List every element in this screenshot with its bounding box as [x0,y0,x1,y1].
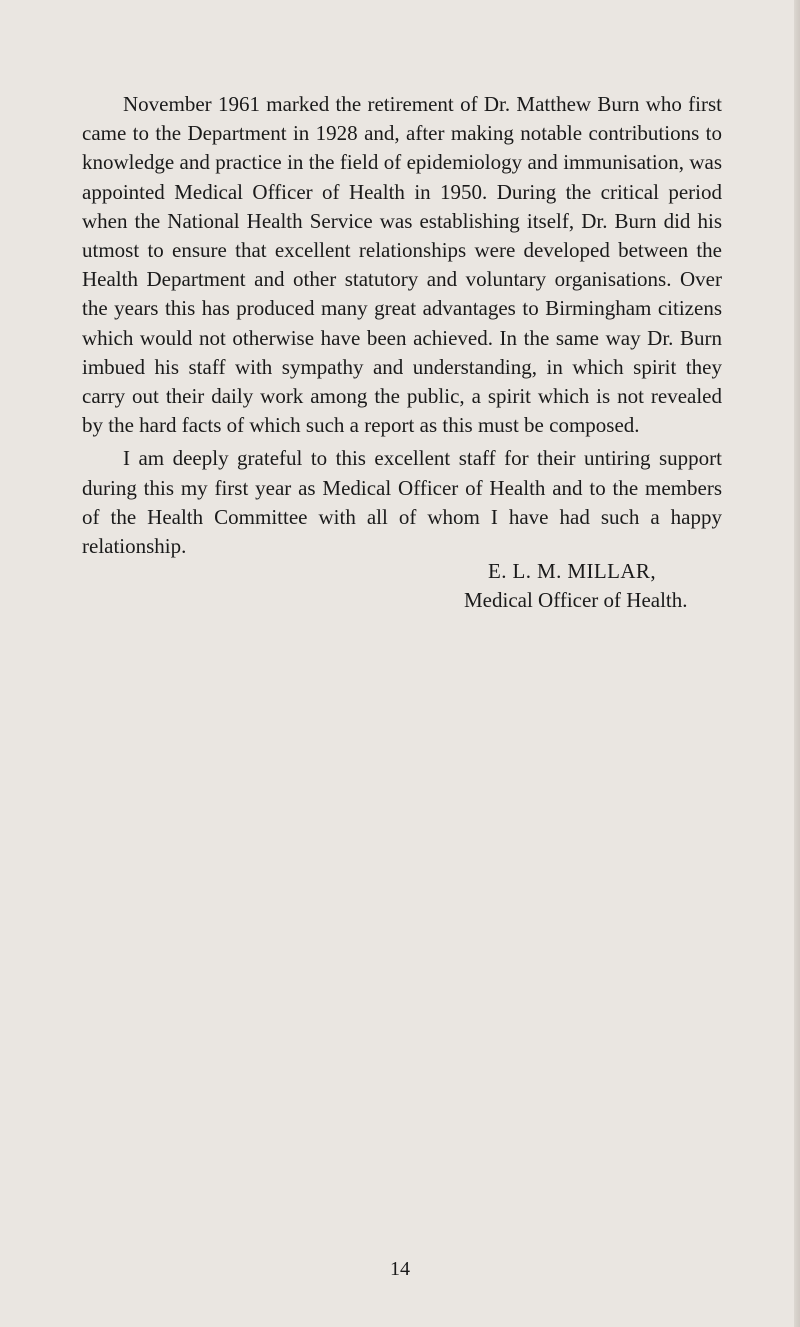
page-number: 14 [390,1258,410,1280]
paragraph-retirement: November 1961 marked the retirement of Dr. Matthew Burn who first came to the Department in 1928 and, after making notable contributions to knowledge and practice in the field of epidemiology and immunisation, was appointed Medical Officer of Health in 1950. During the critical period when the National Health Service was establishing itself, Dr. Burn did his utmost to ensure that excellent relationships were developed between the Health Department and other statutory and voluntary organisations. Over the years this has produced many great advantages to Birmingham citizens which would not otherwise have been achieved. In the same way Dr. Burn imbued his staff with sympathy and understanding, in which spirit they carry out their daily work among the public, a spirit which is not revealed by the hard facts of which such a report as this must be composed. [82,92,722,438]
body-text [82,90,722,561]
signature-title: Medical Officer of Health. [464,588,688,613]
paragraph-gratitude: I am deeply grateful to this excellent staff for their untiring support during this my first year as Medical Officer of Health and to the members of the Health Committee with all of whom I have had such a happy relationship. [82,446,722,559]
signature-block [464,557,688,615]
signature-name: E. L. M. MILLAR, [488,559,656,583]
page-edge [794,0,800,1327]
